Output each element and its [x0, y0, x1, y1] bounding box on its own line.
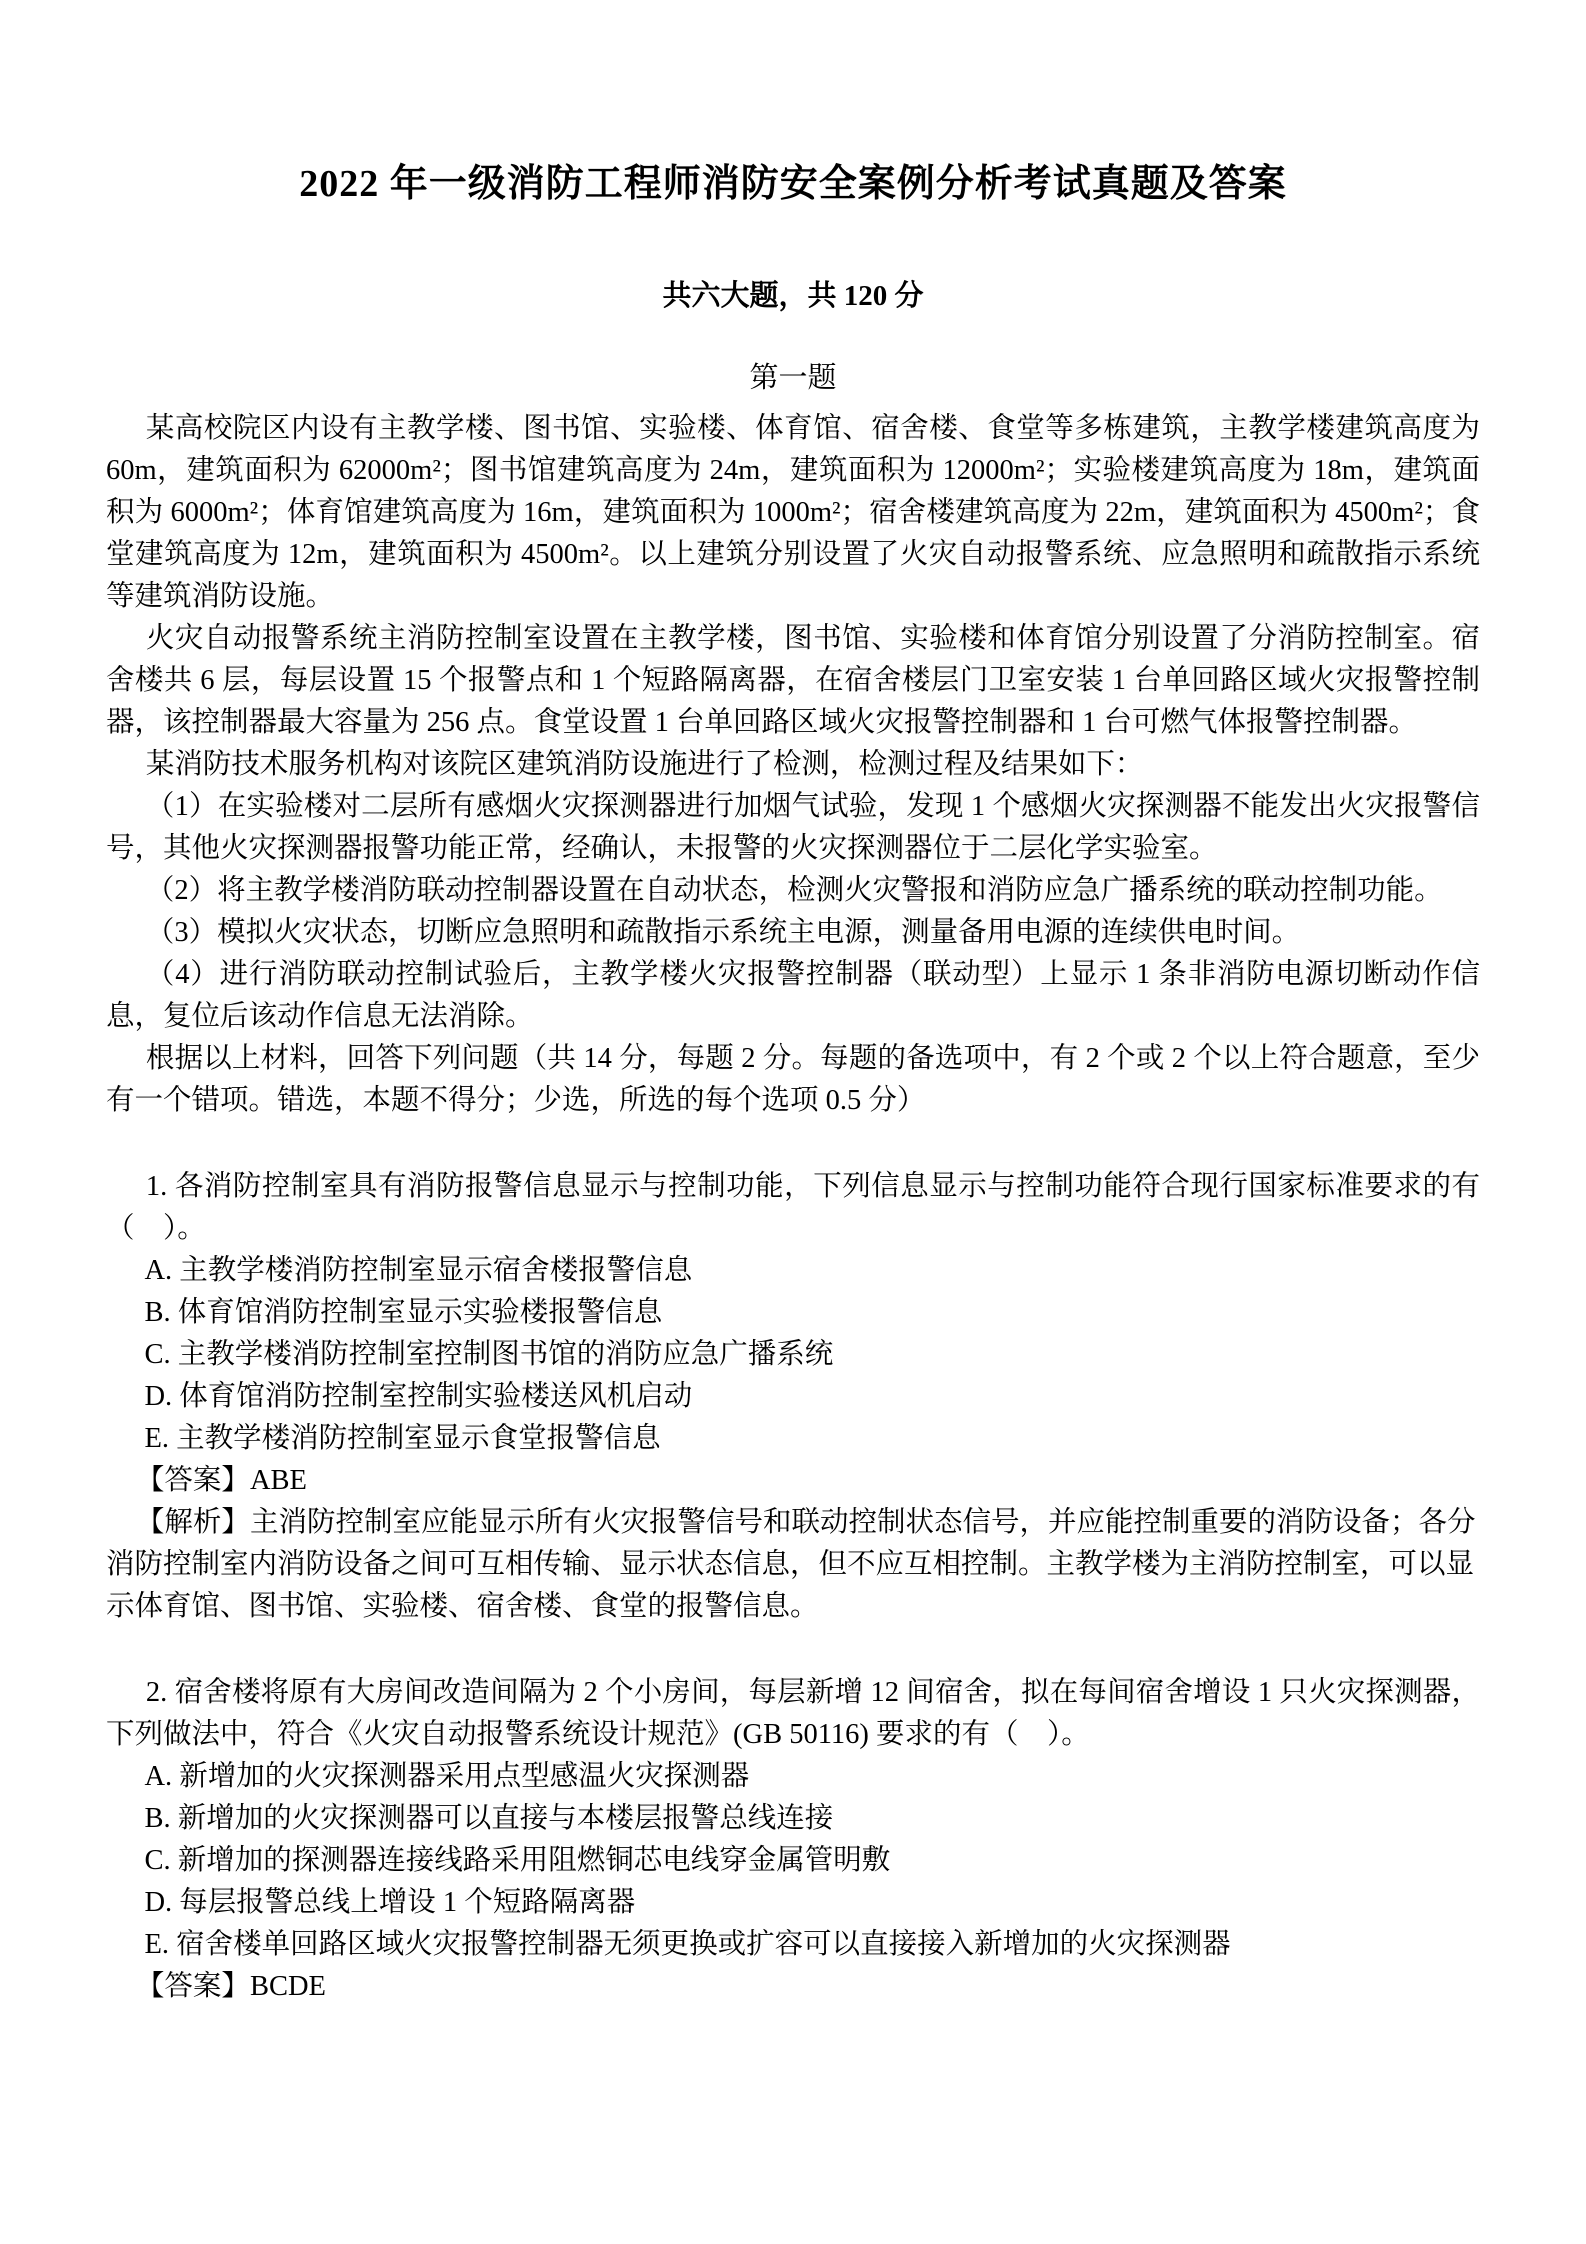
question-option: E. 宿舍楼单回路区域火灾报警控制器无须更换或扩容可以直接接入新增加的火灾探测器 [144, 1929, 1231, 1960]
question-option: D. 体育馆消防控制室控制实验楼送风机启动 [144, 1381, 693, 1412]
case-paragraph: 根据以上材料，回答下列问题（共 14 分，每题 2 分。每题的备选项中，有 2 个或 2 个以上符合题意，至少有一个错项。错选，本题不得分；少选，所选的每个选项 0.5 分） [106, 1043, 1480, 1116]
analysis-label: 【解析】 [135, 1507, 250, 1538]
answer-line [106, 1966, 1480, 2008]
question-stem: 1. 各消防控制室具有消防报警信息显示与控制功能，下列信息显示与控制功能符合现行国家标准要求的有（ ）。 [106, 1171, 1480, 1244]
case-paragraph: （2）将主教学楼消防联动控制器设置在自动状态，检测火灾警报和消防应急广播系统的联动控制功能。 [145, 875, 1443, 906]
case-paragraph: 火灾自动报警系统主消防控制室设置在主教学楼，图书馆、实验楼和体育馆分别设置了分消防控制室。宿舍楼共 6 层，每层设置 15 个报警点和 1 个短路隔离器，在宿舍楼层门卫室安装 1 台单回路区域火灾报警控制器，该控制器最大容量为 256 点。食堂设置 1 台单回路区域火灾报警控制器和 1 台可燃气体报警控制器。 [106, 623, 1480, 738]
question-gap [106, 1122, 1480, 1166]
question-option: A. 新增加的火灾探测器采用点型感温火灾探测器 [144, 1761, 750, 1792]
document-body [106, 408, 1480, 2008]
question-option: D. 每层报警总线上增设 1 个短路隔离器 [144, 1887, 636, 1918]
page-subtitle: 共六大题，共 120 分 [662, 280, 924, 312]
question-option: C. 新增加的探测器连接线路采用阻燃铜芯电线穿金属管明敷 [144, 1845, 891, 1876]
question-option: B. 体育馆消防控制室显示实验楼报警信息 [144, 1297, 663, 1328]
question-block [106, 1672, 1480, 2008]
page-title: 2022 年一级消防工程师消防安全案例分析考试真题及答案 [299, 163, 1287, 205]
analysis-paragraph [106, 1502, 1480, 1628]
question-option: C. 主教学楼消防控制室控制图书馆的消防应急广播系统 [144, 1339, 834, 1370]
question-option: A. 主教学楼消防控制室显示宿舍楼报警信息 [144, 1255, 693, 1286]
case-paragraph: （3）模拟火灾状态，切断应急照明和疏散指示系统主电源，测量备用电源的连续供电时间。 [145, 917, 1301, 948]
section-heading: 第一题 [749, 362, 837, 394]
question-gap [106, 1628, 1480, 1672]
questions-list [106, 1122, 1480, 2008]
answer-label: 【答案】 [135, 1971, 250, 2002]
answer-value: ABE [249, 1465, 307, 1496]
answer-label: 【答案】 [135, 1465, 250, 1496]
case-paragraph: 某高校院区内设有主教学楼、图书馆、实验楼、体育馆、宿舍楼、食堂等多栋建筑，主教学楼建筑高度为 60m，建筑面积为 62000m²；图书馆建筑高度为 24m，建筑面积为 12000m²；实验楼建筑高度为 18m，建筑面积为 6000m²；体育馆建筑高度为 16m，建筑面积为 1000m²；宿舍楼建筑高度为 22m，建筑面积为 4500m²；食堂建筑高度为 12m，建筑面积为 4500m²。以上建筑分别设置了火灾自动报警系统、应急照明和疏散指示系统等建筑消防设施。 [106, 413, 1480, 612]
answer-value: BCDE [249, 1971, 326, 2002]
analysis-text: 主消防控制室应能显示所有火灾报警信号和联动控制状态信号，并应能控制重要的消防设备；各分消防控制室内消防设备之间可互相传输、显示状态信息，但不应互相控制。主教学楼为主消防控制室，可以显示体育馆、图书馆、实验楼、宿舍楼、食堂的报警信息。 [106, 1507, 1476, 1622]
case-description [106, 408, 1480, 1122]
question-stem: 2. 宿舍楼将原有大房间改造间隔为 2 个小房间，每层新增 12 间宿舍，拟在每间宿舍增设 1 只火灾探测器，下列做法中，符合《火灾自动报警系统设计规范》(GB 50116) 要求的有（ ）。 [106, 1677, 1480, 1750]
answer-line [106, 1460, 1480, 1502]
case-paragraph: （1）在实验楼对二层所有感烟火灾探测器进行加烟气试验，发现 1 个感烟火灾探测器不能发出火灾报警信号，其他火灾探测器报警功能正常，经确认，未报警的火灾探测器位于二层化学实验室。 [106, 791, 1480, 864]
question-block [106, 1166, 1480, 1628]
question-option: E. 主教学楼消防控制室显示食堂报警信息 [144, 1423, 661, 1454]
case-paragraph: 某消防技术服务机构对该院区建筑消防设施进行了检测，检测过程及结果如下： [145, 749, 1144, 780]
question-option: B. 新增加的火灾探测器可以直接与本楼层报警总线连接 [144, 1803, 834, 1834]
case-paragraph: （4）进行消防联动控制试验后，主教学楼火灾报警控制器（联动型）上显示 1 条非消防电源切断动作信息，复位后该动作信息无法消除。 [106, 959, 1480, 1032]
